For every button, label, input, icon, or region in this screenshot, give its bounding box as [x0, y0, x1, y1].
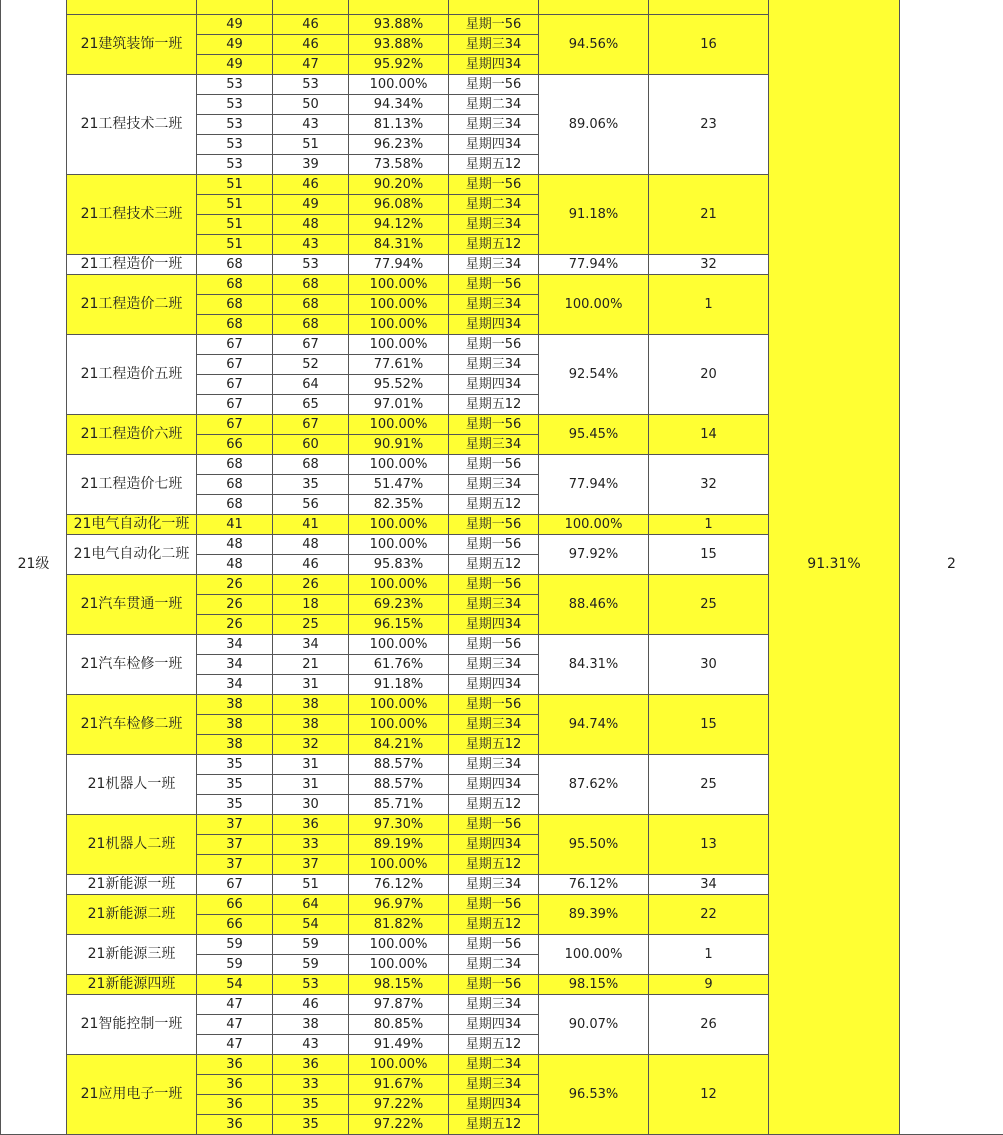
present-cell: 51	[273, 135, 349, 155]
class-rank-cell: 1	[649, 935, 769, 975]
present-cell: 41	[273, 515, 349, 535]
attendance-rate-cell: 93.88%	[349, 15, 449, 35]
class-name-cell: 21电气自动化二班	[67, 535, 197, 575]
session-cell: 星期一56	[449, 935, 539, 955]
class-name-cell: 21工程造价七班	[67, 455, 197, 515]
enrolled-cell: 48	[197, 555, 273, 575]
session-cell: 星期三34	[449, 655, 539, 675]
present-cell: 47	[273, 55, 349, 75]
session-cell: 星期三34	[449, 755, 539, 775]
class-rate-cell: 77.94%	[539, 255, 649, 275]
class-rate-cell: 100.00%	[539, 515, 649, 535]
attendance-rate-cell: 80.85%	[349, 1015, 449, 1035]
session-cell: 星期一56	[449, 335, 539, 355]
class-rate-cell: 89.06%	[539, 75, 649, 175]
session-cell: 星期四34	[449, 315, 539, 335]
present-cell: 48	[273, 215, 349, 235]
session-cell: 星期四34	[449, 375, 539, 395]
present-cell: 56	[273, 495, 349, 515]
session-cell: 星期三34	[449, 255, 539, 275]
session-cell: 星期三34	[449, 215, 539, 235]
enrolled-cell: 47	[197, 1035, 273, 1055]
class-rank-cell: 14	[649, 415, 769, 455]
session-cell: 星期四34	[449, 835, 539, 855]
session-cell: 星期一56	[449, 535, 539, 555]
attendance-rate-cell: 94.12%	[349, 215, 449, 235]
attendance-rate-cell: 97.87%	[349, 995, 449, 1015]
overall-rate-cell: 91.31%	[769, 0, 900, 1135]
present-cell: 46	[273, 35, 349, 55]
session-cell: 星期一56	[449, 895, 539, 915]
attendance-rate-cell: 81.13%	[349, 115, 449, 135]
enrolled-cell: 51	[197, 235, 273, 255]
enrolled-cell: 66	[197, 435, 273, 455]
present-cell: 50	[273, 95, 349, 115]
session-cell: 星期五12	[449, 795, 539, 815]
session-cell: 星期四34	[449, 135, 539, 155]
enrolled-cell: 47	[197, 995, 273, 1015]
enrolled-cell: 51	[197, 195, 273, 215]
session-cell: 星期五12	[449, 735, 539, 755]
present-cell: 18	[273, 595, 349, 615]
attendance-rate-cell: 97.22%	[349, 1095, 449, 1115]
attendance-rate-cell: 97.01%	[349, 395, 449, 415]
attendance-rate-cell: 100.00%	[349, 635, 449, 655]
class-name-cell: 21建筑装饰一班	[67, 15, 197, 75]
present-cell: 31	[273, 675, 349, 695]
class-rank-cell: 1	[649, 275, 769, 335]
session-cell: 星期三34	[449, 875, 539, 895]
enrolled-cell: 51	[197, 215, 273, 235]
enrolled-cell: 36	[197, 1055, 273, 1075]
attendance-rate-cell: 91.67%	[349, 1075, 449, 1095]
attendance-rate-cell: 69.23%	[349, 595, 449, 615]
present-cell: 46	[273, 15, 349, 35]
present-cell: 35	[273, 1095, 349, 1115]
class-name-cell: 21工程造价六班	[67, 415, 197, 455]
attendance-rate-cell: 93.88%	[349, 35, 449, 55]
enrolled-cell: 49	[197, 15, 273, 35]
attendance-rate-cell: 91.18%	[349, 675, 449, 695]
attendance-rate-cell: 96.97%	[349, 895, 449, 915]
enrolled-cell: 53	[197, 135, 273, 155]
attendance-rate-cell: 100.00%	[349, 295, 449, 315]
present-cell: 68	[273, 455, 349, 475]
enrolled-cell: 26	[197, 615, 273, 635]
enrolled-cell: 67	[197, 335, 273, 355]
attendance-rate-cell: 90.91%	[349, 435, 449, 455]
enrolled-cell: 41	[197, 515, 273, 535]
present-cell: 64	[273, 895, 349, 915]
attendance-rate-cell: 77.94%	[349, 255, 449, 275]
enrolled-cell: 59	[197, 955, 273, 975]
present-cell: 33	[273, 1075, 349, 1095]
session-cell: 星期五12	[449, 1115, 539, 1135]
session-cell: 星期一56	[449, 635, 539, 655]
enrolled-cell: 68	[197, 295, 273, 315]
enrolled-cell: 49	[197, 55, 273, 75]
class-rank-cell: 15	[649, 695, 769, 755]
class-rate-cell: 98.15%	[539, 975, 649, 995]
class-name-cell: 21工程造价二班	[67, 275, 197, 335]
session-cell: 星期一56	[449, 175, 539, 195]
class-rank-cell: 1	[649, 515, 769, 535]
class-rank-cell: 13	[649, 815, 769, 875]
attendance-rate-cell: 84.21%	[349, 735, 449, 755]
enrolled-cell: 68	[197, 455, 273, 475]
enrolled-cell: 68	[197, 315, 273, 335]
present-cell: 53	[273, 255, 349, 275]
class-rate-cell: 95.45%	[539, 415, 649, 455]
enrolled-cell: 67	[197, 355, 273, 375]
attendance-rate-cell: 73.58%	[349, 155, 449, 175]
enrolled-cell: 68	[197, 475, 273, 495]
class-rate-cell: 94.56%	[539, 15, 649, 75]
class-rank-cell: 20	[649, 335, 769, 415]
attendance-rate-cell: 91.49%	[349, 1035, 449, 1055]
enrolled-cell: 35	[197, 795, 273, 815]
attendance-rate-cell: 100.00%	[349, 855, 449, 875]
class-name-cell: 21新能源三班	[67, 935, 197, 975]
class-rank-cell: 32	[649, 455, 769, 515]
enrolled-cell: 34	[197, 635, 273, 655]
present-cell: 60	[273, 435, 349, 455]
present-cell: 53	[273, 75, 349, 95]
data-cell	[539, 0, 649, 15]
table-body	[1, 0, 1003, 1135]
class-rate-cell: 94.74%	[539, 695, 649, 755]
class-rank-cell: 21	[649, 175, 769, 255]
enrolled-cell: 67	[197, 415, 273, 435]
attendance-rate-cell: 100.00%	[349, 575, 449, 595]
present-cell: 52	[273, 355, 349, 375]
class-rate-cell: 100.00%	[539, 935, 649, 975]
class-name-cell: 21工程技术三班	[67, 175, 197, 255]
attendance-rate-cell: 95.52%	[349, 375, 449, 395]
attendance-rate-cell: 89.19%	[349, 835, 449, 855]
class-rate-cell: 92.54%	[539, 335, 649, 415]
session-cell: 星期四34	[449, 1095, 539, 1115]
attendance-rate-cell: 100.00%	[349, 535, 449, 555]
session-cell: 星期四34	[449, 55, 539, 75]
session-cell: 星期三34	[449, 1075, 539, 1095]
enrolled-cell: 38	[197, 735, 273, 755]
class-rate-cell: 77.94%	[539, 455, 649, 515]
class-name-cell: 21汽车检修一班	[67, 635, 197, 695]
class-rate-cell: 90.07%	[539, 995, 649, 1055]
session-cell: 星期二34	[449, 195, 539, 215]
session-cell: 星期三34	[449, 715, 539, 735]
session-cell: 星期五12	[449, 235, 539, 255]
attendance-rate-cell: 100.00%	[349, 515, 449, 535]
class-name-cell	[67, 0, 197, 15]
present-cell: 33	[273, 835, 349, 855]
attendance-rate-cell: 82.35%	[349, 495, 449, 515]
session-cell: 星期二34	[449, 955, 539, 975]
attendance-rate-cell: 88.57%	[349, 755, 449, 775]
session-cell: 星期三34	[449, 435, 539, 455]
session-cell: 星期四34	[449, 775, 539, 795]
present-cell: 46	[273, 175, 349, 195]
attendance-rate-cell: 100.00%	[349, 955, 449, 975]
table-row	[1, 0, 1003, 15]
data-cell	[449, 0, 539, 15]
present-cell: 32	[273, 735, 349, 755]
attendance-rate-cell: 95.92%	[349, 55, 449, 75]
present-cell: 43	[273, 1035, 349, 1055]
present-cell: 64	[273, 375, 349, 395]
class-rank-cell: 32	[649, 255, 769, 275]
present-cell: 68	[273, 315, 349, 335]
class-rank-cell: 23	[649, 75, 769, 175]
session-cell: 星期四34	[449, 1015, 539, 1035]
class-rate-cell: 87.62%	[539, 755, 649, 815]
enrolled-cell: 53	[197, 155, 273, 175]
class-name-cell: 21工程造价五班	[67, 335, 197, 415]
data-cell	[197, 0, 273, 15]
session-cell: 星期三34	[449, 35, 539, 55]
session-cell: 星期三34	[449, 995, 539, 1015]
class-rate-cell: 88.46%	[539, 575, 649, 635]
present-cell: 35	[273, 475, 349, 495]
session-cell: 星期一56	[449, 815, 539, 835]
attendance-rate-cell: 81.82%	[349, 915, 449, 935]
class-name-cell: 21新能源一班	[67, 875, 197, 895]
attendance-rate-cell: 76.12%	[349, 875, 449, 895]
enrolled-cell: 68	[197, 495, 273, 515]
class-rank-cell: 22	[649, 895, 769, 935]
data-cell	[349, 0, 449, 15]
session-cell: 星期四34	[449, 675, 539, 695]
enrolled-cell: 66	[197, 915, 273, 935]
present-cell: 21	[273, 655, 349, 675]
present-cell: 48	[273, 535, 349, 555]
attendance-rate-cell: 94.34%	[349, 95, 449, 115]
attendance-rate-cell: 98.15%	[349, 975, 449, 995]
class-name-cell: 21智能控制一班	[67, 995, 197, 1055]
session-cell: 星期一56	[449, 515, 539, 535]
enrolled-cell: 35	[197, 755, 273, 775]
attendance-rate-cell: 95.83%	[349, 555, 449, 575]
attendance-rate-cell: 85.71%	[349, 795, 449, 815]
enrolled-cell: 37	[197, 835, 273, 855]
attendance-rate-cell: 51.47%	[349, 475, 449, 495]
present-cell: 43	[273, 115, 349, 135]
grade-cell: 21级	[1, 0, 67, 1135]
attendance-rate-cell: 61.76%	[349, 655, 449, 675]
attendance-rate-cell: 100.00%	[349, 695, 449, 715]
attendance-rate-cell: 100.00%	[349, 315, 449, 335]
class-name-cell: 21汽车检修二班	[67, 695, 197, 755]
class-name-cell: 21新能源二班	[67, 895, 197, 935]
attendance-rate-cell: 77.61%	[349, 355, 449, 375]
enrolled-cell: 37	[197, 855, 273, 875]
enrolled-cell: 53	[197, 75, 273, 95]
session-cell: 星期一56	[449, 575, 539, 595]
attendance-rate-cell: 96.15%	[349, 615, 449, 635]
session-cell: 星期一56	[449, 695, 539, 715]
session-cell: 星期三34	[449, 295, 539, 315]
session-cell: 星期一56	[449, 415, 539, 435]
present-cell: 36	[273, 815, 349, 835]
present-cell: 53	[273, 975, 349, 995]
class-rank-cell: 34	[649, 875, 769, 895]
enrolled-cell: 53	[197, 115, 273, 135]
class-rank-cell: 30	[649, 635, 769, 695]
session-cell: 星期二34	[449, 1055, 539, 1075]
present-cell: 31	[273, 755, 349, 775]
present-cell: 37	[273, 855, 349, 875]
attendance-rate-cell: 100.00%	[349, 75, 449, 95]
present-cell: 38	[273, 695, 349, 715]
enrolled-cell: 67	[197, 375, 273, 395]
session-cell: 星期一56	[449, 75, 539, 95]
enrolled-cell: 48	[197, 535, 273, 555]
class-rate-cell: 96.53%	[539, 1055, 649, 1135]
session-cell: 星期一56	[449, 275, 539, 295]
attendance-rate-cell: 96.23%	[349, 135, 449, 155]
attendance-rate-cell: 96.08%	[349, 195, 449, 215]
attendance-rate-cell: 100.00%	[349, 275, 449, 295]
present-cell: 31	[273, 775, 349, 795]
enrolled-cell: 49	[197, 35, 273, 55]
session-cell: 星期三34	[449, 595, 539, 615]
enrolled-cell: 68	[197, 255, 273, 275]
present-cell: 25	[273, 615, 349, 635]
enrolled-cell: 35	[197, 775, 273, 795]
present-cell: 67	[273, 415, 349, 435]
class-rank-cell: 9	[649, 975, 769, 995]
present-cell: 30	[273, 795, 349, 815]
attendance-rate-cell: 100.00%	[349, 935, 449, 955]
attendance-rate-cell: 100.00%	[349, 1055, 449, 1075]
present-cell: 36	[273, 1055, 349, 1075]
attendance-rate-cell: 97.30%	[349, 815, 449, 835]
present-cell: 59	[273, 955, 349, 975]
enrolled-cell: 26	[197, 595, 273, 615]
session-cell: 星期三34	[449, 355, 539, 375]
session-cell: 星期一56	[449, 455, 539, 475]
attendance-rate-cell: 100.00%	[349, 415, 449, 435]
enrolled-cell: 36	[197, 1075, 273, 1095]
enrolled-cell: 67	[197, 875, 273, 895]
enrolled-cell: 34	[197, 675, 273, 695]
present-cell: 38	[273, 715, 349, 735]
present-cell: 46	[273, 995, 349, 1015]
present-cell: 39	[273, 155, 349, 175]
class-rank-cell: 16	[649, 15, 769, 75]
session-cell: 星期五12	[449, 1035, 539, 1055]
enrolled-cell: 34	[197, 655, 273, 675]
class-name-cell: 21工程造价一班	[67, 255, 197, 275]
present-cell: 38	[273, 1015, 349, 1035]
present-cell: 35	[273, 1115, 349, 1135]
session-cell: 星期四34	[449, 615, 539, 635]
class-rate-cell: 91.18%	[539, 175, 649, 255]
attendance-rate-cell: 90.20%	[349, 175, 449, 195]
class-name-cell: 21应用电子一班	[67, 1055, 197, 1135]
present-cell: 65	[273, 395, 349, 415]
session-cell: 星期三34	[449, 115, 539, 135]
class-name-cell: 21电气自动化一班	[67, 515, 197, 535]
enrolled-cell: 38	[197, 715, 273, 735]
present-cell: 67	[273, 335, 349, 355]
enrolled-cell: 47	[197, 1015, 273, 1035]
session-cell: 星期五12	[449, 915, 539, 935]
class-rate-cell: 89.39%	[539, 895, 649, 935]
present-cell: 68	[273, 295, 349, 315]
session-cell: 星期三34	[449, 475, 539, 495]
present-cell: 43	[273, 235, 349, 255]
present-cell: 68	[273, 275, 349, 295]
session-cell: 星期一56	[449, 15, 539, 35]
session-cell: 星期五12	[449, 155, 539, 175]
data-cell	[273, 0, 349, 15]
enrolled-cell: 26	[197, 575, 273, 595]
present-cell: 26	[273, 575, 349, 595]
enrolled-cell: 36	[197, 1115, 273, 1135]
class-name-cell: 21汽车贯通一班	[67, 575, 197, 635]
enrolled-cell: 66	[197, 895, 273, 915]
attendance-rate-cell: 100.00%	[349, 335, 449, 355]
attendance-rate-cell: 100.00%	[349, 715, 449, 735]
session-cell: 星期五12	[449, 395, 539, 415]
present-cell: 34	[273, 635, 349, 655]
session-cell: 星期一56	[449, 975, 539, 995]
class-rank-cell: 15	[649, 535, 769, 575]
enrolled-cell: 53	[197, 95, 273, 115]
enrolled-cell: 36	[197, 1095, 273, 1115]
class-rate-cell: 76.12%	[539, 875, 649, 895]
enrolled-cell: 68	[197, 275, 273, 295]
attendance-rate-cell: 97.22%	[349, 1115, 449, 1135]
enrolled-cell: 51	[197, 175, 273, 195]
present-cell: 51	[273, 875, 349, 895]
present-cell: 59	[273, 935, 349, 955]
enrolled-cell: 54	[197, 975, 273, 995]
class-rate-cell: 97.92%	[539, 535, 649, 575]
enrolled-cell: 67	[197, 395, 273, 415]
session-cell: 星期五12	[449, 855, 539, 875]
session-cell: 星期二34	[449, 95, 539, 115]
class-rank-cell: 25	[649, 575, 769, 635]
enrolled-cell: 37	[197, 815, 273, 835]
class-name-cell: 21工程技术二班	[67, 75, 197, 175]
enrolled-cell: 59	[197, 935, 273, 955]
class-rate-cell: 95.50%	[539, 815, 649, 875]
session-cell: 星期五12	[449, 555, 539, 575]
present-cell: 49	[273, 195, 349, 215]
session-cell: 星期五12	[449, 495, 539, 515]
class-rate-cell: 100.00%	[539, 275, 649, 335]
class-rank-cell: 26	[649, 995, 769, 1055]
present-cell: 46	[273, 555, 349, 575]
class-rank-cell: 25	[649, 755, 769, 815]
data-cell	[649, 0, 769, 15]
class-rate-cell: 84.31%	[539, 635, 649, 695]
class-name-cell: 21机器人一班	[67, 755, 197, 815]
attendance-rate-cell: 88.57%	[349, 775, 449, 795]
attendance-rate-cell: 100.00%	[349, 455, 449, 475]
class-name-cell: 21机器人二班	[67, 815, 197, 875]
enrolled-cell: 38	[197, 695, 273, 715]
present-cell: 54	[273, 915, 349, 935]
attendance-rate-cell: 84.31%	[349, 235, 449, 255]
overall-rank-cell: 2	[900, 0, 1003, 1135]
class-name-cell: 21新能源四班	[67, 975, 197, 995]
class-rank-cell: 12	[649, 1055, 769, 1135]
